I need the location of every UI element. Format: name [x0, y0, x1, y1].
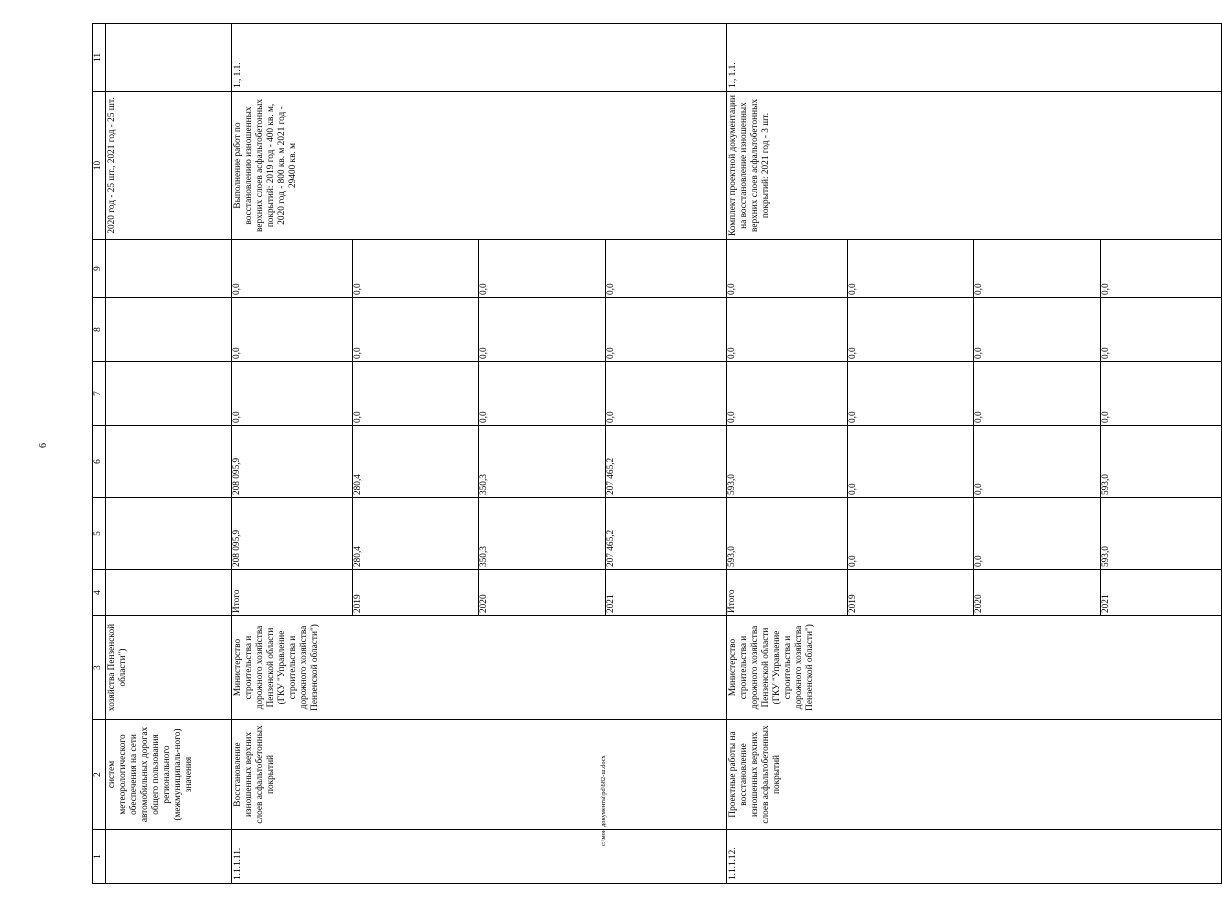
value-cell: 0,0 — [848, 426, 974, 497]
year-cell: 2021 — [1100, 594, 1111, 613]
value-cell: 0,0 — [974, 362, 1100, 425]
table-row — [232, 24, 727, 884]
value-cell: 0,0 — [232, 362, 353, 425]
value-cell: 207 465,2 — [605, 457, 616, 495]
value-cell: 350,3 — [479, 426, 605, 497]
year-cell: Итого — [232, 570, 353, 615]
funding-total-subtable — [727, 498, 1221, 569]
value-cell: 0,0 — [232, 240, 353, 297]
value-cell: 0,0 — [479, 362, 605, 425]
value-cell: 0,0 — [727, 362, 848, 425]
executor: Министерство строительства и дорожного хозяйства Пензенской области (ГКУ "Управление строительства и дорожного хозяйства Пензенской области") — [727, 616, 1222, 720]
program-measures-table — [92, 23, 1222, 884]
funding-col8-subtable — [232, 298, 726, 361]
year-cell: 2020 — [479, 570, 605, 615]
year-cell: 2019 — [848, 570, 974, 615]
value-cell: 593,0 — [727, 426, 848, 497]
value-cell: 0,0 — [974, 240, 1100, 297]
continuation-row — [106, 24, 232, 884]
executor: Министерство строительства и дорожного хозяйства Пензенской области (ГКУ "Управление строительства и дорожного хозяйства Пензенской области") — [232, 616, 727, 720]
continuation-result: 2020 год - 25 шт., 2021 год - 25 шт. — [106, 92, 232, 240]
funding-col7-subtable — [232, 362, 726, 425]
value-cell: 0,0 — [353, 362, 479, 425]
row-number: 1.1.1.12. — [727, 830, 1222, 884]
header-cell: 3 — [93, 616, 106, 720]
value-cell: 0,0 — [353, 240, 479, 297]
value-cell: 280,4 — [353, 498, 479, 569]
value-cell: 0,0 — [727, 240, 848, 297]
year-cell: Итого — [727, 570, 848, 615]
header-cell: 6 — [93, 426, 106, 498]
value-cell: 0,0 — [1100, 411, 1111, 423]
value-cell: 0,0 — [974, 426, 1100, 497]
value-cell: 0,0 — [1100, 347, 1111, 359]
value-cell: 207 465,2 — [605, 529, 616, 567]
expected-result: Выполнение работ по восстановлению изношенных верхних слоев асфальтобетонных покрытий: 2019 год - 400 кв. м, 2020 год - 800 кв. м 2021 год - 29400 кв. м — [232, 92, 727, 240]
value-cell: 280,4 — [353, 426, 479, 497]
value-cell: 0,0 — [848, 298, 974, 361]
value-cell: 593,0 — [727, 498, 848, 569]
funding-col9-subtable — [727, 240, 1221, 297]
value-cell: 0,0 — [1100, 283, 1111, 295]
column-number-row — [93, 24, 106, 884]
value-cell: 208 095,9 — [232, 426, 353, 497]
value-cell: 593,0 — [1100, 546, 1111, 567]
header-cell: 11 — [93, 24, 106, 92]
measure-name: Проектные работы на восстановление изношенных верхних слоев асфальтобетонных покрытий — [727, 720, 1222, 830]
value-cell: 0,0 — [605, 347, 616, 359]
footer-file-path: c:\мои документы\pd\682-ш.docx — [600, 755, 607, 846]
years-subtable — [232, 570, 726, 615]
funding-col8-subtable — [727, 298, 1221, 361]
header-cell: 8 — [93, 298, 106, 362]
header-cell: 7 — [93, 362, 106, 426]
page-number: 6 — [38, 443, 49, 448]
value-cell: 0,0 — [848, 498, 974, 569]
funding-regional-subtable — [727, 426, 1221, 497]
value-cell: 0,0 — [848, 362, 974, 425]
value-cell: 0,0 — [605, 411, 616, 423]
row-number: 1.1.1.11. — [232, 830, 727, 884]
value-cell: 0,0 — [479, 298, 605, 361]
funding-col7-subtable — [727, 362, 1221, 425]
expected-result: Комплект проектной документации на восстановление изношенных верхних слоев асфальтобетонных покрытий: 2021 год - 3 шт. — [727, 92, 1222, 240]
value-cell: 350,3 — [479, 498, 605, 569]
value-cell: 0,0 — [974, 298, 1100, 361]
funding-total-subtable — [232, 498, 726, 569]
value-cell: 0,0 — [353, 298, 479, 361]
table-row — [727, 24, 1222, 884]
header-cell: 5 — [93, 498, 106, 570]
header-cell: 4 — [93, 570, 106, 616]
value-cell: 208 095,9 — [232, 498, 353, 569]
header-cell: 9 — [93, 240, 106, 298]
value-cell: 0,0 — [605, 283, 616, 295]
year-cell: 2021 — [605, 594, 616, 613]
value-cell: 0,0 — [479, 240, 605, 297]
header-cell: 10 — [93, 92, 106, 240]
funding-regional-subtable — [232, 426, 726, 497]
value-cell: 0,0 — [727, 298, 848, 361]
header-cell: 1 — [93, 830, 106, 884]
continuation-measure-name: систем метеорологического обеспечения на сети автомобильных дорогах общего пользования регионального (межмуниципаль-ного) значения — [106, 720, 232, 830]
value-cell: 0,0 — [974, 498, 1100, 569]
header-cell: 2 — [93, 720, 106, 830]
indicator-ref: 1., 1.1. — [232, 24, 727, 92]
value-cell: 0,0 — [232, 298, 353, 361]
value-cell: 593,0 — [1100, 474, 1111, 495]
indicator-ref: 1., 1.1. — [727, 24, 1222, 92]
funding-col9-subtable — [232, 240, 726, 297]
year-cell: 2020 — [974, 570, 1100, 615]
year-cell: 2019 — [353, 570, 479, 615]
measure-name: Восстановление изношенных верхних слоев асфальтобетонных покрытий — [232, 720, 727, 830]
years-subtable — [727, 570, 1221, 615]
value-cell: 0,0 — [848, 240, 974, 297]
continuation-executor: хозяйства Пензенской области") — [106, 616, 232, 720]
